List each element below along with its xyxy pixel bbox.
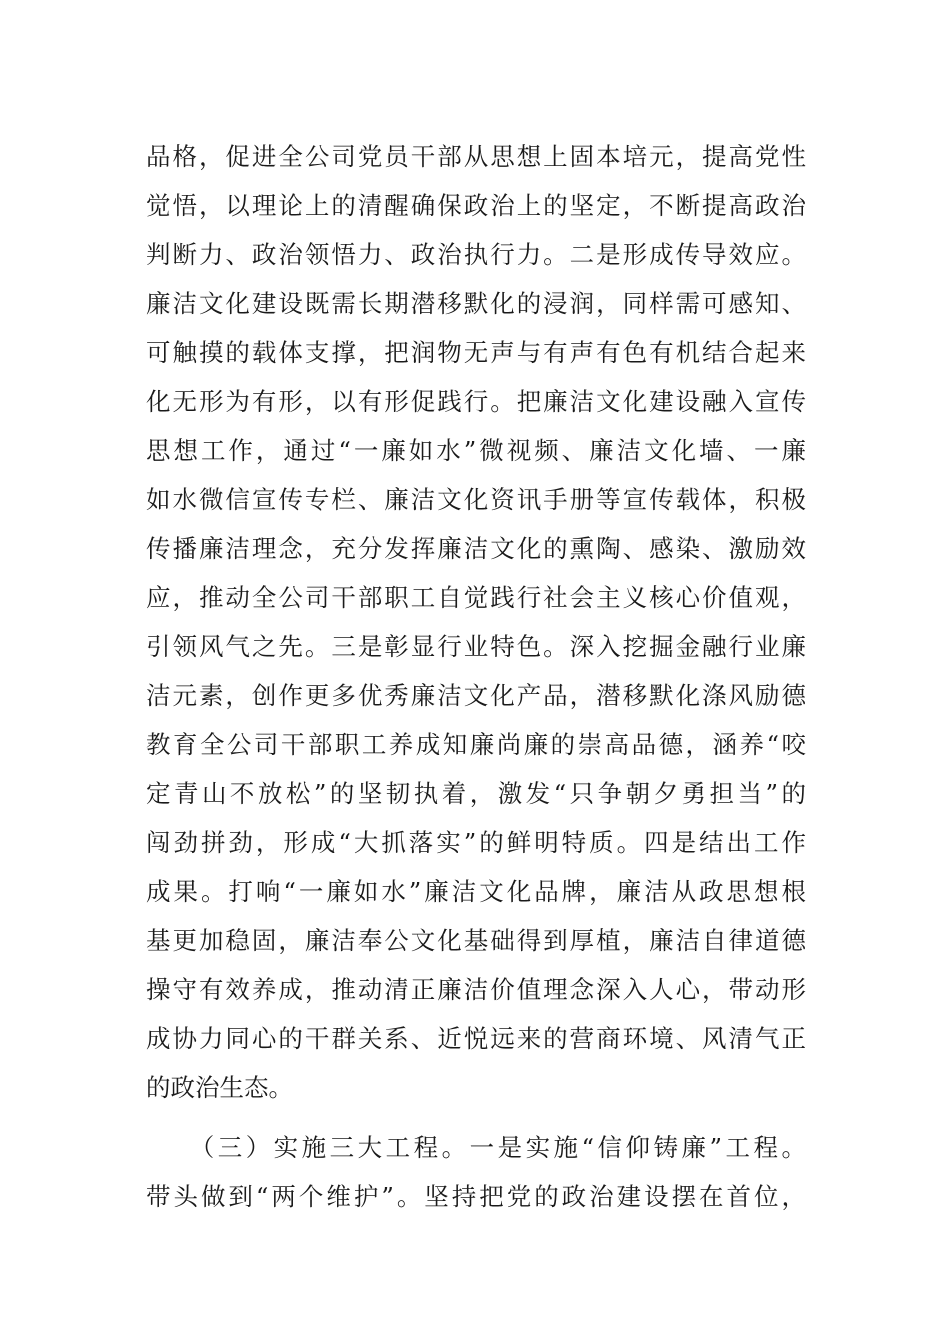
paragraph-line: 品格，促进全公司党员干部从思想上固本培元，提高党性 [146,142,806,171]
paragraph-line: 如水微信宣传专栏、廉洁文化资讯手册等宣传载体，积极 [146,485,806,514]
paragraph-line: 化无形为有形，以有形促践行。把廉洁文化建设融入宣传 [146,387,806,416]
paragraph-line: 成果。打响“一廉如水”廉洁文化品牌，廉洁从政思想根 [146,877,806,906]
paragraph-line: 操守有效养成，推动清正廉洁价值理念深入人心，带动形 [146,975,806,1004]
paragraph-line: 应，推动全公司干部职工自觉践行社会主义核心价值观， [146,583,806,612]
paragraph-line: 可触摸的载体支撑，把润物无声与有声有色有机结合起来 [146,338,806,367]
paragraph-line: 传播廉洁理念，充分发挥廉洁文化的熏陶、感染、激励效 [146,534,806,563]
paragraph-line: 廉洁文化建设既需长期潜移默化的浸润，同样需可感知、 [146,289,806,318]
paragraph-spacer [146,1112,806,1123]
paragraph-line: 判断力、政治领悟力、政治执行力。二是形成传导效应。 [146,240,806,269]
paragraph-line: 引领风气之先。三是彰显行业特色。深入挖掘金融行业廉 [146,632,806,661]
paragraph-line: 教育全公司干部职工养成知廉尚廉的崇高品德，涵养“咬 [146,730,806,759]
paragraph-line: 定青山不放松”的坚韧执着，激发“只争朝夕勇担当”的 [146,779,806,808]
paragraph-line: 带头做到“两个维护”。坚持把党的政治建设摆在首位， [146,1182,806,1211]
paragraph-line: 觉悟，以理论上的清醒确保政治上的坚定，不断提高政治 [146,191,806,220]
paragraph-line: 成协力同心的干群关系、近悦远来的营商环境、风清气正 [146,1024,806,1053]
section-heading-line: （三）实施三大工程。一是实施“信仰铸廉”工程。 [146,1133,806,1162]
paragraph-line: 的政治生态。 [146,1073,293,1102]
paragraph-line: 思想工作，通过“一廉如水”微视频、廉洁文化墙、一廉 [146,436,806,465]
document-body [146,132,806,1221]
paragraph-line: 闯劲拼劲，形成“大抓落实”的鲜明特质。四是结出工作 [146,828,806,857]
paragraph-line: 基更加稳固，廉洁奉公文化基础得到厚植，廉洁自律道德 [146,926,806,955]
paragraph-line: 洁元素，创作更多优秀廉洁文化产品，潜移默化涤风励德 [146,681,806,710]
